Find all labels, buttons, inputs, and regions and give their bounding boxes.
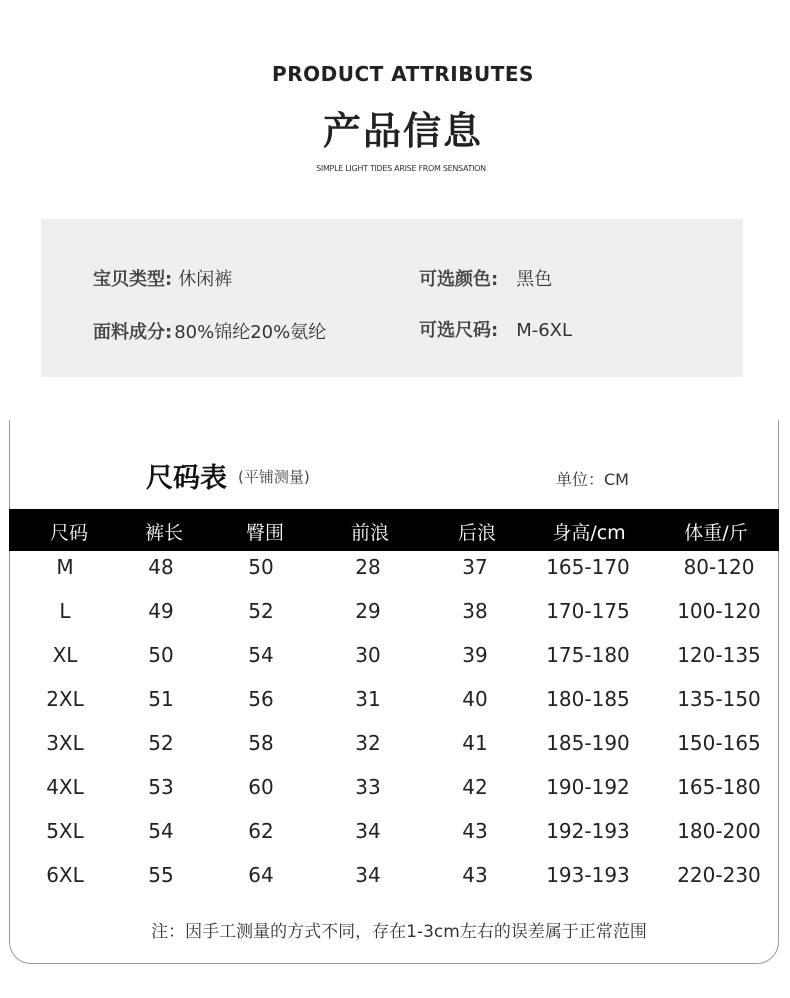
table-cell: 62 <box>248 819 274 843</box>
attr-type-label: 宝贝类型: <box>93 269 173 290</box>
table-cell: 55 <box>148 863 174 887</box>
table-cell: 64 <box>248 863 274 887</box>
column-header: 前浪 <box>350 522 389 544</box>
column-header: 体重/斤 <box>684 522 748 544</box>
table-row <box>0 731 790 775</box>
table-cell: 56 <box>248 687 274 711</box>
table-cell: 54 <box>148 819 174 843</box>
table-row <box>0 819 790 863</box>
table-cell: 42 <box>462 775 488 799</box>
size-chart-subtitle: (平铺测量) <box>238 468 310 486</box>
measurement-note: 注：因手工测量的方式不同，存在1-3cm左右的误差属于正常范围 <box>151 922 647 942</box>
table-cell: 38 <box>462 599 488 623</box>
size-table-header <box>9 509 779 551</box>
table-cell: 190-192 <box>546 775 630 799</box>
table-cell: M <box>56 555 74 579</box>
table-cell: 34 <box>355 863 381 887</box>
table-cell: 180-185 <box>546 687 630 711</box>
table-cell: 58 <box>248 731 274 755</box>
table-cell: 39 <box>462 643 488 667</box>
attr-fabric-value: 80%锦纶20%氨纶 <box>174 322 327 343</box>
attr-size <box>419 316 572 342</box>
size-chart-unit: 单位：CM <box>556 470 629 489</box>
table-cell: 185-190 <box>546 731 630 755</box>
table-cell: 4XL <box>46 775 84 799</box>
table-cell: 31 <box>355 687 381 711</box>
table-cell: 170-175 <box>546 599 630 623</box>
table-cell: 48 <box>148 555 174 579</box>
table-cell: 49 <box>148 599 174 623</box>
table-cell: 180-200 <box>677 819 761 843</box>
table-cell: 41 <box>462 731 488 755</box>
section-title-en: PRODUCT ATTRIBUTES <box>272 62 534 86</box>
table-cell: 120-135 <box>677 643 761 667</box>
table-cell: 43 <box>462 819 488 843</box>
table-cell: 52 <box>248 599 274 623</box>
attributes-panel <box>41 219 743 377</box>
table-cell: 53 <box>148 775 174 799</box>
table-cell: L <box>59 599 71 623</box>
column-header: 身高/cm <box>552 522 626 544</box>
table-cell: 30 <box>355 643 381 667</box>
section-title-cn: 产品信息 <box>322 109 483 153</box>
column-header: 后浪 <box>457 522 496 544</box>
table-row <box>0 863 790 907</box>
table-cell: 28 <box>355 555 381 579</box>
table-cell: 37 <box>462 555 488 579</box>
table-cell: 43 <box>462 863 488 887</box>
column-header: 尺码 <box>49 522 88 544</box>
attr-type <box>93 265 232 291</box>
attr-color-label: 可选颜色: <box>419 269 499 290</box>
table-row <box>0 775 790 819</box>
attr-color <box>419 265 552 291</box>
table-cell: 54 <box>248 643 274 667</box>
table-cell: 6XL <box>46 863 84 887</box>
attr-type-value: 休闲裤 <box>178 269 233 290</box>
table-cell: 2XL <box>46 687 84 711</box>
table-cell: 50 <box>148 643 174 667</box>
table-row <box>0 687 790 731</box>
table-cell: 5XL <box>46 819 84 843</box>
table-cell: 135-150 <box>677 687 761 711</box>
table-cell: 175-180 <box>546 643 630 667</box>
table-cell: 51 <box>148 687 174 711</box>
attr-size-value: M-6XL <box>516 320 573 341</box>
table-cell: 40 <box>462 687 488 711</box>
table-cell: 34 <box>355 819 381 843</box>
attr-fabric <box>93 318 326 344</box>
table-cell: 100-120 <box>677 599 761 623</box>
section-tagline: SIMPLE LIGHT TIDES ARISE FROM SENSATION <box>316 164 486 173</box>
table-cell: 192-193 <box>546 819 630 843</box>
table-cell: XL <box>52 643 78 667</box>
table-cell: 165-180 <box>677 775 761 799</box>
table-cell: 29 <box>355 599 381 623</box>
attr-color-value: 黑色 <box>516 269 553 290</box>
table-cell: 52 <box>148 731 174 755</box>
table-row <box>0 555 790 599</box>
attr-size-label: 可选尺码: <box>419 320 499 341</box>
table-cell: 50 <box>248 555 274 579</box>
table-cell: 3XL <box>46 731 84 755</box>
table-cell: 33 <box>355 775 381 799</box>
column-header: 臀围 <box>245 522 284 544</box>
table-cell: 220-230 <box>677 863 761 887</box>
attr-fabric-label: 面料成分: <box>93 322 173 343</box>
table-cell: 60 <box>248 775 274 799</box>
table-row <box>0 599 790 643</box>
table-cell: 165-170 <box>546 555 630 579</box>
table-cell: 150-165 <box>677 731 761 755</box>
table-row <box>0 643 790 687</box>
table-cell: 32 <box>355 731 381 755</box>
size-chart-title: 尺码表 <box>146 463 227 494</box>
table-cell: 193-193 <box>546 863 630 887</box>
column-header: 裤长 <box>144 522 183 544</box>
table-cell: 80-120 <box>683 555 755 579</box>
